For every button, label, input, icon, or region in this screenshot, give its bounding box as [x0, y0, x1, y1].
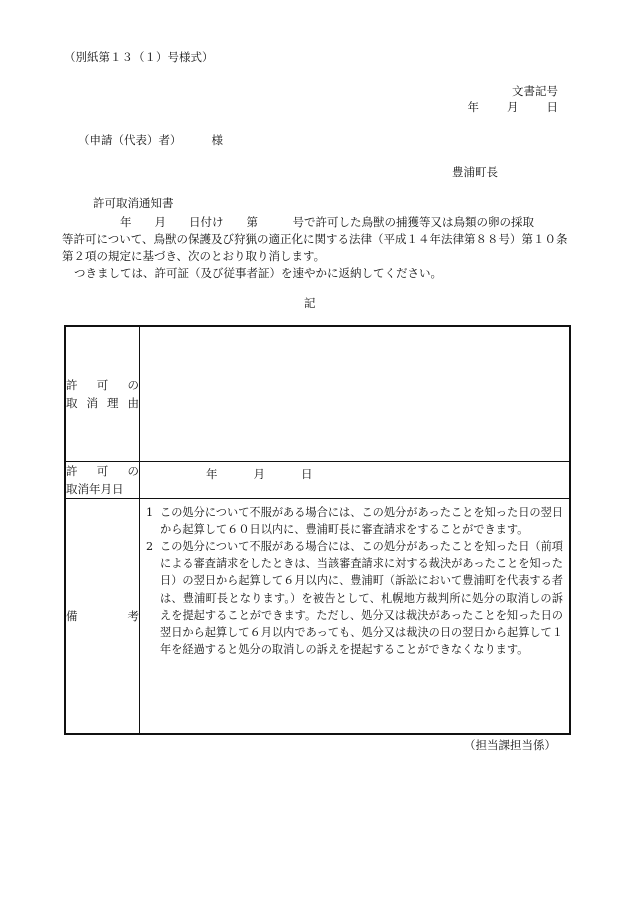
label-char: 許: [66, 377, 78, 392]
date-year-label: 年: [467, 100, 479, 114]
remarks-notes: [140, 499, 569, 659]
cancel-date-row: [65, 461, 570, 498]
label-char: 理: [107, 395, 119, 410]
note-item: [146, 504, 563, 538]
date-month-label: 月: [507, 100, 519, 114]
note-text: この処分について不服がある場合には、この処分があったことを知った日の翌日から起算して６０日以内に、豊浦町長に審査請求をすることができます。: [160, 505, 563, 536]
label-char: 可: [96, 463, 109, 478]
note-number: 1: [146, 505, 154, 519]
note-item: [146, 538, 563, 658]
reason-value[interactable]: [140, 326, 571, 461]
cancel-month: 月: [253, 466, 265, 481]
cancel-date-label-line2: [66, 480, 139, 498]
issuer: 豊浦町長: [452, 165, 498, 179]
details-table: [64, 325, 571, 735]
label-char: 可: [96, 377, 109, 392]
reason-label-line1: [66, 376, 139, 394]
recipient-name: （申請（代表）者）: [78, 133, 182, 147]
remarks-row: [65, 498, 570, 734]
label-char: 許: [66, 463, 78, 478]
cancel-date-value[interactable]: [140, 461, 571, 498]
cancel-date-label-line1: [66, 462, 139, 480]
label-char: 取: [66, 395, 78, 410]
label-char: 由: [127, 395, 139, 410]
form-number: （別紙第１３（１）号様式）: [64, 50, 214, 64]
reason-label-line2: [66, 394, 139, 412]
notice-title: 許可取消通知書: [93, 196, 174, 210]
remarks-label: [65, 498, 140, 734]
department-label: （担当課担当係）: [464, 738, 556, 752]
label-char: 備: [66, 608, 78, 623]
reason-label: [65, 326, 140, 461]
body-line-date: 年 月 日付け 第 号で許可した鳥獣の捕獲等又は鳥類の卵の採取: [120, 215, 534, 229]
body-request: つきましては、許可証（及び従事者証）を速やかに返納してください。: [74, 266, 442, 280]
body-rest: 等許可について、鳥獣の保護及び狩猟の適正化に関する法律（平成１４年法律第８８号）第１０条第２項の規定に基づき、次のとおり取り消します。: [62, 232, 568, 263]
date-day-label: 日: [546, 100, 558, 114]
remarks-value: [140, 498, 571, 734]
ki-heading: 記: [304, 296, 316, 310]
label-char: 考: [127, 608, 139, 623]
note-text: この処分について不服がある場合には、この処分があったことを知った日（前項による審査請求をしたときは、当該審査請求に対する裁決があったことを知った日）の翌日から起算して６月以内に、豊浦町（訴訟において豊浦町を代表する者は、豊浦町長となります。）を被告として、札幌地方裁判所に処分の取消しの訴えを提起することができます。ただし、処分又は裁決があったことを知った日の翌日から起算して６月以内であっても、処分又は裁決の日の翌日から起算して１年を経過すると処分の取消しの訴えを提起することができなくなります。: [160, 539, 563, 657]
cancel-year: 年: [206, 466, 218, 481]
recipient-honorific: 様: [211, 133, 223, 147]
label-text: 取消年月日: [66, 481, 124, 496]
document-number-label: 文書記号: [512, 84, 558, 98]
label-char: の: [127, 377, 139, 392]
note-number: 2: [146, 539, 154, 553]
notice-body: [62, 214, 570, 282]
remarks-label-line: [66, 607, 139, 625]
reason-row: [65, 326, 570, 461]
label-char: 消: [86, 395, 98, 410]
cancel-day: 日: [301, 466, 313, 481]
cancel-date-label: [65, 461, 140, 498]
label-char: の: [127, 463, 139, 478]
recipient: [78, 135, 223, 147]
document-date: [468, 102, 559, 114]
